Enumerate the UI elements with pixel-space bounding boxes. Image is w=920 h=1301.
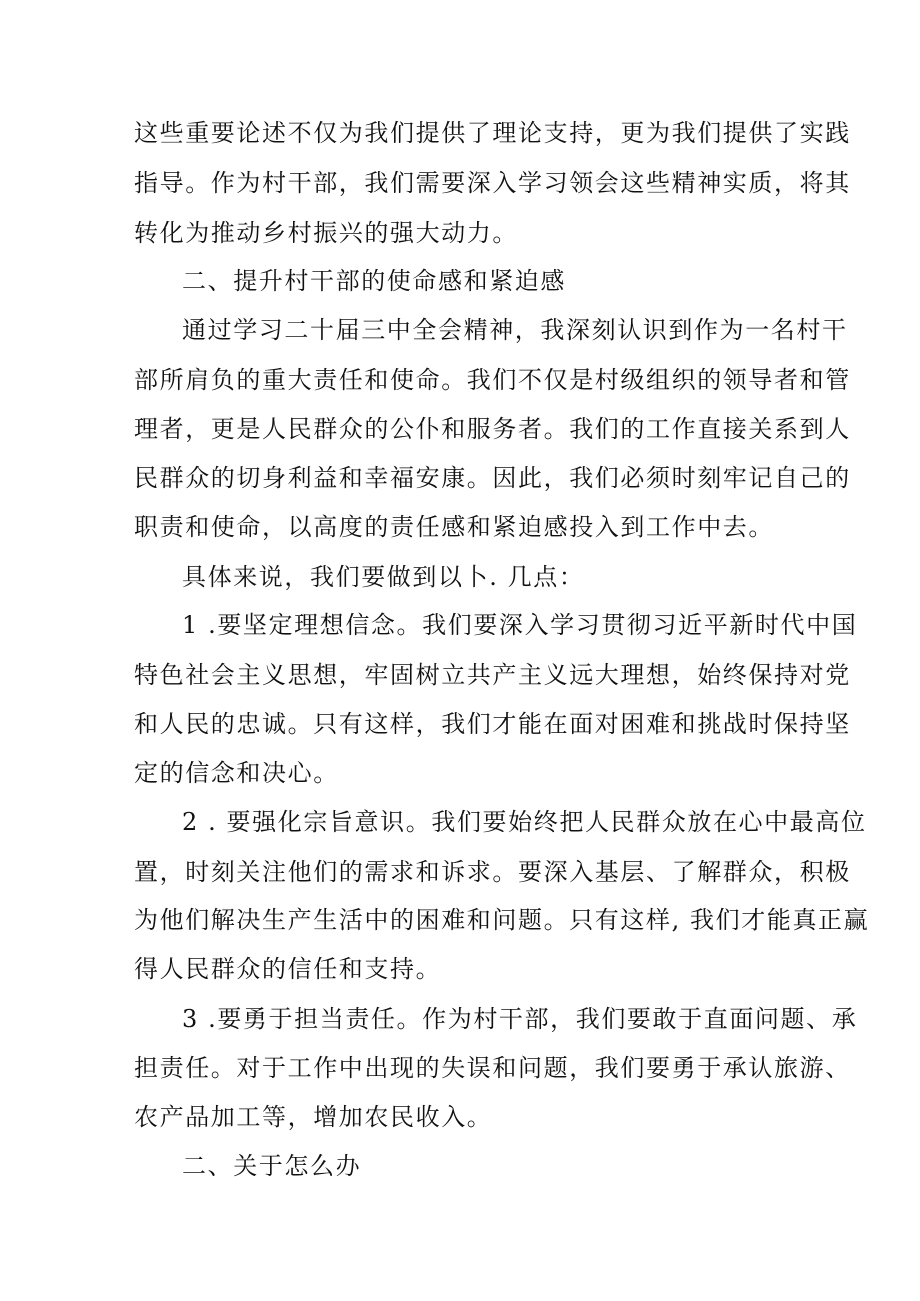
list-item-1-line: 特色社会主义思想，牢固树立共产主义远大理想，始终保持对党 [134, 661, 851, 689]
section-heading: 二、关于怎么办 [182, 1152, 362, 1180]
body-text-line: 转化为推动乡村振兴的强大动力。 [134, 219, 518, 247]
list-item-2-line: 得人民群众的信任和支持。 [134, 955, 442, 983]
list-item-3-line: 3 .要勇于担当责任。作为村干部，我们要敢于直面问题、承 [182, 1005, 858, 1033]
list-item-3-line: 农产品加工等，增加农民收入。 [134, 1103, 493, 1131]
list-item-3-line: 担责任。对于工作中出现的失误和问题，我们要勇于承认旅游、 [134, 1054, 851, 1082]
body-text-line: 理者，更是人民群众的公仆和服务者。我们的工作直接关系到人 [134, 415, 851, 443]
list-item-2-line: 2 . 要强化宗旨意识。我们要始终把人民群众放在心中最高位 [182, 808, 867, 836]
list-item-2-line: 为他们解决生产生活中的困难和问题。只有这样, 我们才能真正赢 [134, 906, 870, 934]
body-text-line: 民群众的切身利益和幸福安康。因此，我们必须时刻牢记自己的 [134, 464, 851, 492]
section-heading: 二、提升村干部的使命感和紧迫感 [182, 267, 566, 295]
body-text-line: 这些重要论述不仅为我们提供了理论支持，更为我们提供了实践 [134, 119, 851, 147]
body-text-line: 部所肩负的重大责任和使命。我们不仅是村级组织的领导者和管 [134, 366, 851, 394]
body-text-line: 职责和使命，以高度的责任感和紧迫感投入到工作中去。 [134, 513, 774, 541]
list-item-1-line: 1 .要坚定理想信念。我们要深入学习贯彻习近平新时代中国 [182, 611, 858, 639]
list-item-1-line: 和人民的忠诚。只有这样，我们才能在面对困难和挑战时保持坚 [134, 710, 851, 738]
body-text-line: 具体来说，我们要做到以卜. 几点： [182, 563, 585, 591]
body-text-line: 指导。作为村干部，我们需要深入学习领会这些精神实质，将其 [134, 169, 851, 197]
body-text-line: 通过学习二十届三中全会精神，我深刻认识到作为一名村干 [182, 316, 848, 344]
list-item-2-line: 置，时刻关注他们的需求和诉求。要深入基层、了解群众，积极 [134, 858, 851, 886]
list-item-1-line: 定的信念和决心。 [134, 759, 339, 787]
